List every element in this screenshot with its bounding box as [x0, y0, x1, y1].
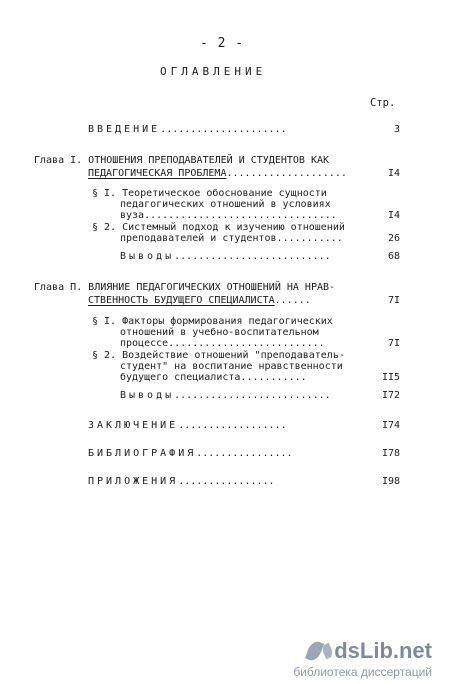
leader-dots: ................	[178, 476, 275, 487]
page-ref: 68	[387, 251, 400, 262]
watermark-subtitle: библиотека диссертаций	[293, 665, 432, 679]
toc-title: ОГЛАВЛЕНИЕ	[160, 65, 267, 78]
page-ref: I98	[381, 476, 400, 487]
page-ref: I78	[381, 448, 400, 459]
toc-chapter-2-line2	[88, 295, 311, 307]
entry-title: ПРИЛОЖЕНИЯ	[88, 476, 179, 487]
entry-title: будущего специалиста	[120, 372, 241, 383]
leader-dots: ..........................	[168, 338, 325, 349]
page-ref: I4	[387, 168, 400, 179]
entry-title: ПЕДАГОГИЧЕСКАЯ ПРОБЛЕМА	[88, 168, 227, 179]
leader-dots: ..................	[178, 420, 287, 431]
leader-dots: ....................	[226, 168, 347, 179]
entry-title: Выводы	[120, 251, 175, 262]
leader-dots: ................................	[144, 210, 337, 221]
toc-entry-bibliography	[88, 448, 293, 460]
leader-dots: .....................	[160, 124, 287, 135]
watermark-brand: dsLib.net	[334, 638, 432, 663]
leader-dots: ...........	[276, 233, 343, 244]
toc-section-2-1-line2: отношений в учебно-воспитательном	[120, 327, 319, 338]
toc-section-1-1-line1: § I. Теоретическое обоснование сущности	[92, 188, 327, 199]
page-ref: II5	[381, 372, 400, 383]
entry-title: преподавателей и студентов	[120, 233, 277, 244]
toc-entry-introduction	[88, 124, 287, 136]
entry-title: Выводы	[120, 390, 175, 401]
toc-conclusions-1	[120, 251, 331, 263]
leaf-icon	[305, 639, 324, 662]
toc-section-1-1-line3	[120, 210, 337, 222]
leader-dots: ................	[196, 448, 293, 459]
toc-chapter-2-line1: Глава П. ВЛИЯНИЕ ПЕДАГОГИЧЕСКИХ ОТНОШЕНИЙ НА НРАВ-	[34, 282, 336, 293]
toc-section-2-2-line2: студент" на воспитание нравственности	[120, 361, 343, 372]
dslib-watermark	[293, 640, 432, 680]
toc-section-1-2-line2	[120, 233, 343, 245]
toc-entry-conclusion	[88, 420, 287, 432]
entry-title: СТВЕННОСТЬ БУДУЩЕГО СПЕЦИАЛИСТА	[88, 295, 275, 306]
toc-chapter-1-line2	[88, 168, 347, 180]
leader-dots: ..........................	[174, 251, 331, 262]
entry-title: БИБЛИОГРАФИЯ	[88, 448, 197, 459]
toc-section-1-2-line1: § 2. Системный подход к изучению отношений	[92, 222, 345, 233]
page-ref: 7I	[387, 295, 400, 306]
toc-section-1-1-line2: педагогических отношений в условиях	[120, 199, 331, 210]
page-number: - 2 -	[200, 36, 245, 51]
page-ref: 26	[387, 233, 400, 244]
page-ref: I4	[387, 210, 400, 221]
leader-dots: ..........................	[174, 390, 331, 401]
entry-title: ЗАКЛЮЧЕНИЕ	[88, 420, 179, 431]
leaf-icon	[321, 643, 335, 659]
leader-dots: ...........	[240, 372, 307, 383]
page-column-header: Стр.	[370, 97, 396, 109]
entry-title: вуза	[120, 210, 145, 221]
toc-section-2-2-line3	[120, 372, 307, 384]
toc-conclusions-2	[120, 390, 331, 402]
page-ref: 7I	[387, 338, 400, 349]
entry-title: процессе	[120, 338, 169, 349]
page-ref: I72	[381, 390, 400, 401]
page-ref: 3	[393, 124, 400, 135]
toc-section-2-1-line1: § I. Факторы формирования педагогических	[92, 316, 333, 327]
toc-entry-appendices	[88, 476, 275, 488]
entry-title: ВВЕДЕНИЕ	[88, 124, 161, 135]
toc-chapter-1-line1: Глава I. ОТНОШЕНИЯ ПРЕПОДАВАТЕЛЕЙ И СТУДЕНТОВ КАК	[34, 155, 330, 166]
toc-section-2-1-line3	[120, 338, 325, 350]
toc-section-2-2-line1: § 2. Воздействие отношений "преподаватель-	[92, 350, 345, 361]
leader-dots: ......	[274, 295, 311, 306]
page-ref: I74	[381, 420, 400, 431]
